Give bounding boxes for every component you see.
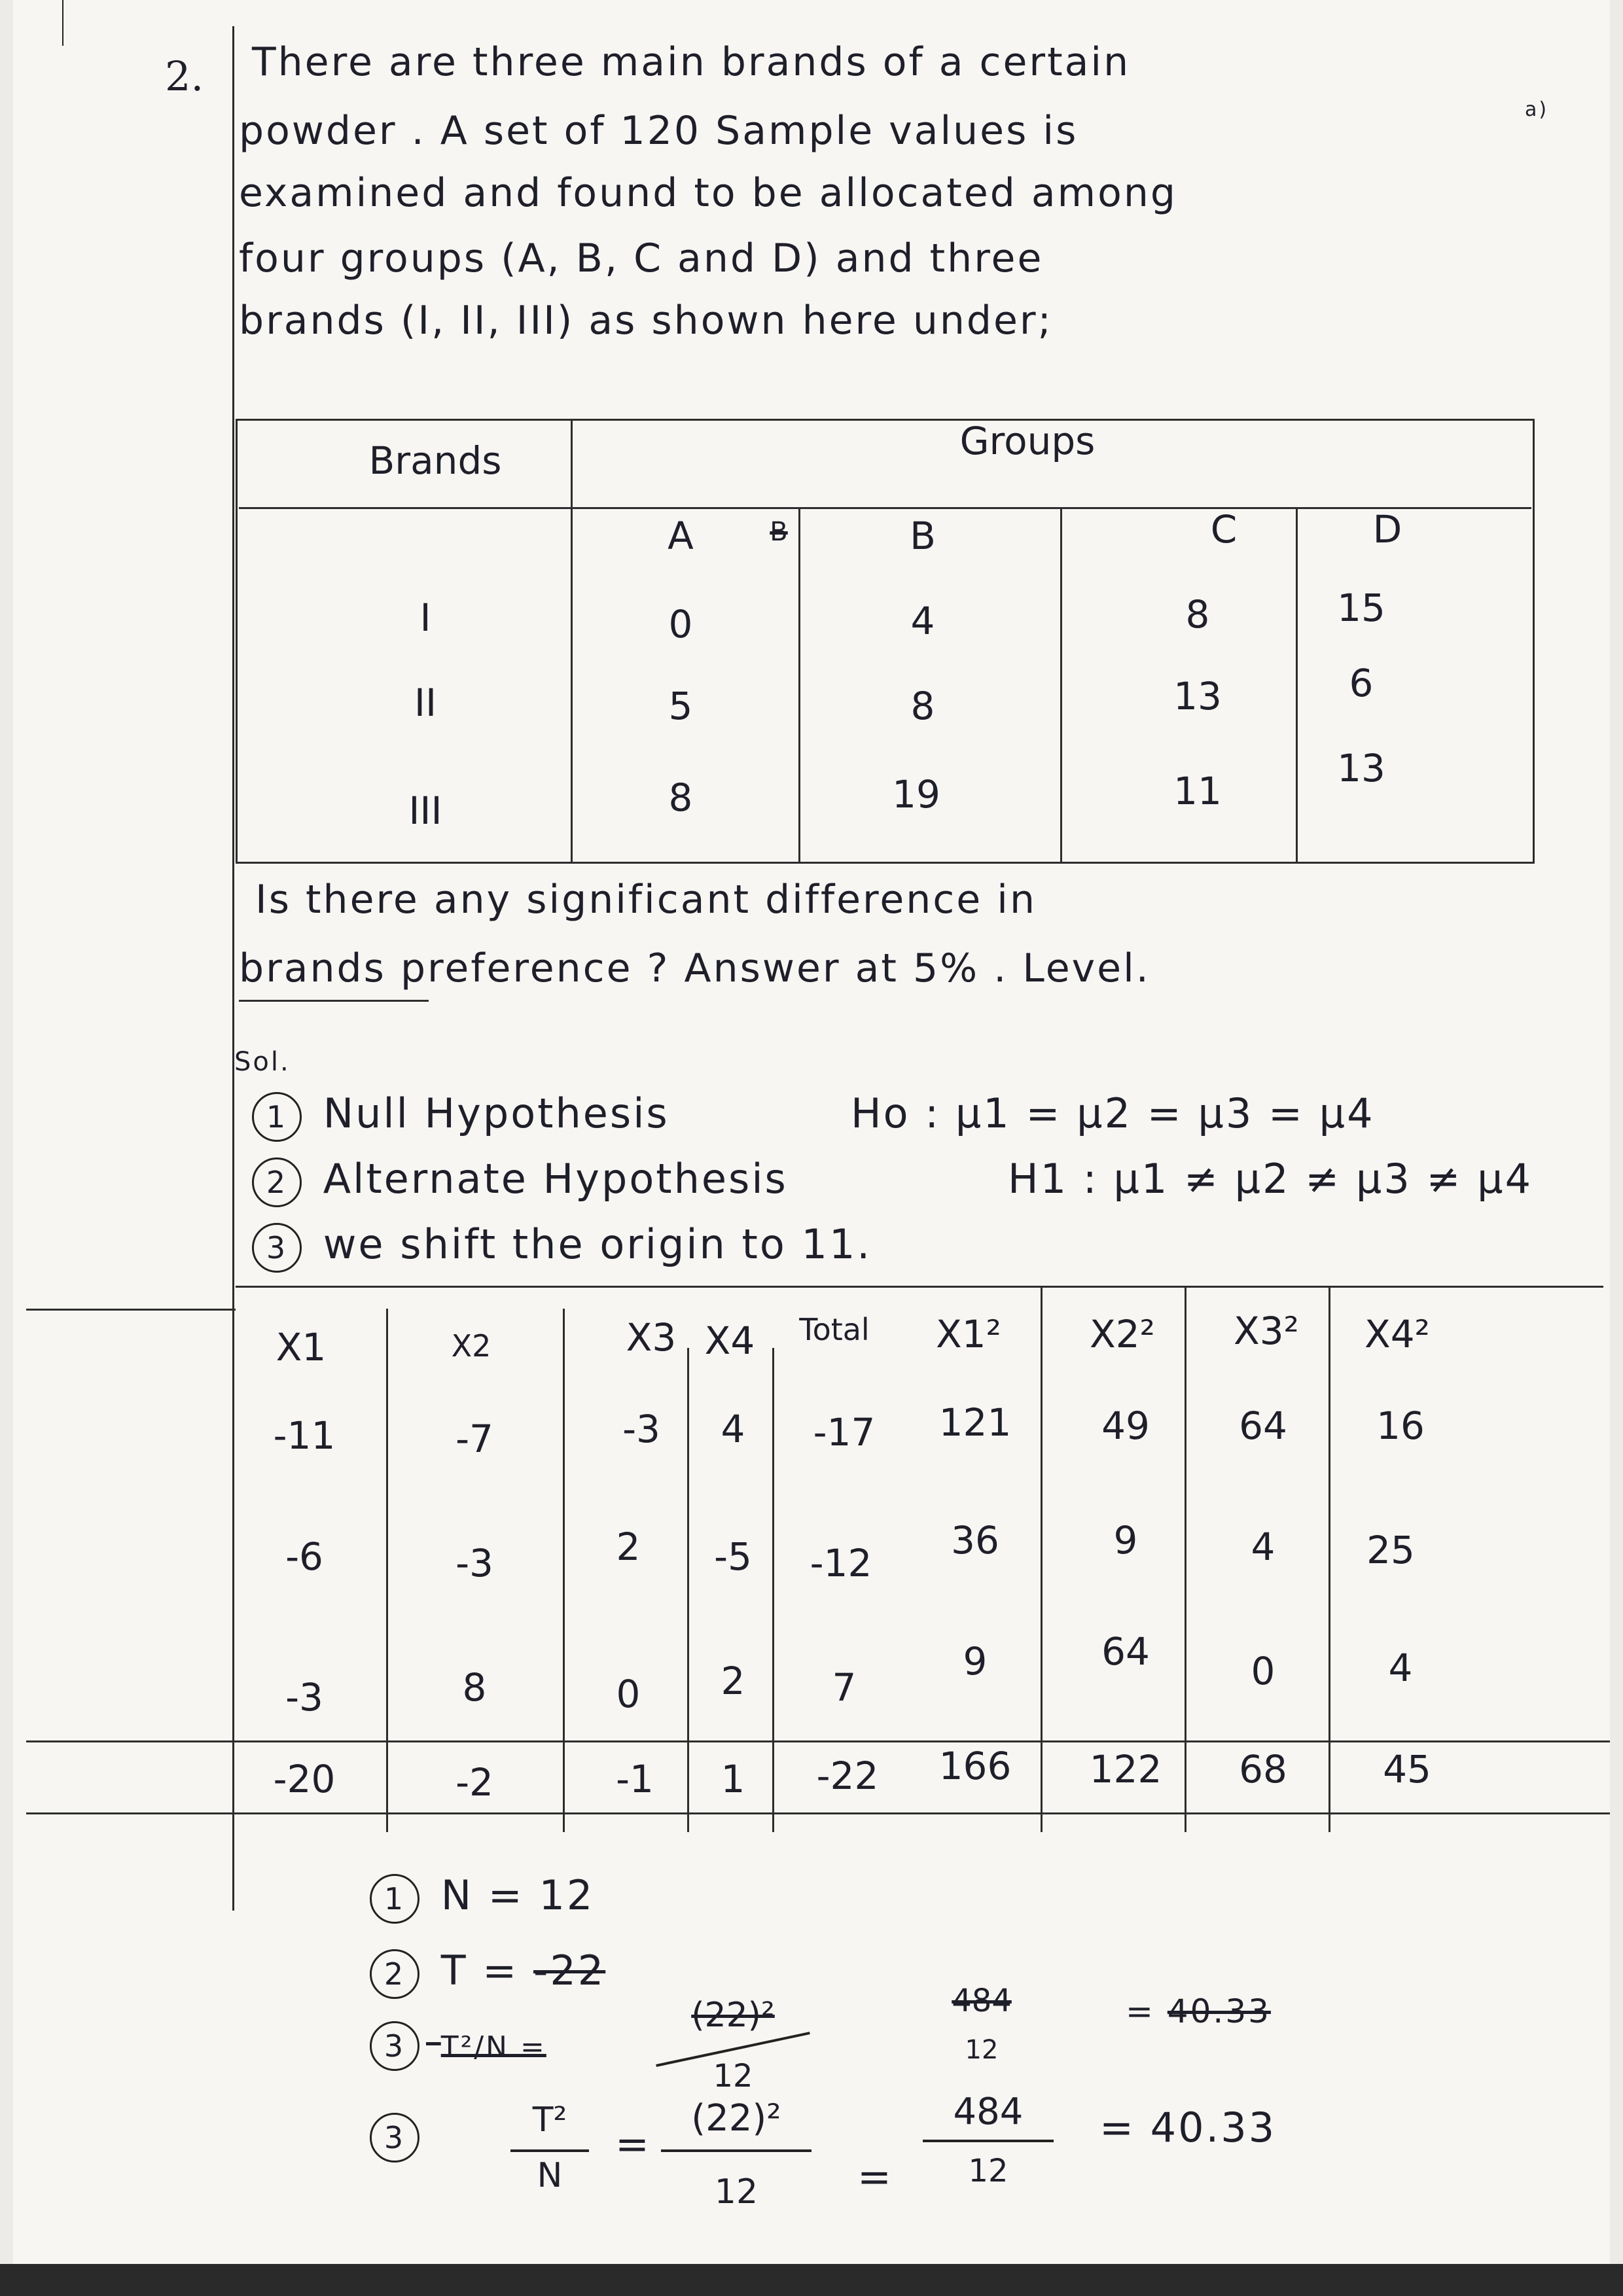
step-text: we shift the origin to 11. [323, 1220, 872, 1268]
question-tail-line-2: brands preference ? Answer at 5% . Level. [239, 945, 1150, 991]
final-mid-numerator: (22)² [691, 2097, 781, 2140]
table1-cell: 8 [910, 684, 935, 728]
step-number: 3 [252, 1223, 302, 1273]
question-line-1: There are three main brands of a certain [252, 39, 1131, 85]
table2-cell: 121 [938, 1400, 1012, 1445]
step-1 [252, 1089, 669, 1142]
table2-header: X4 [704, 1318, 755, 1363]
column-header-a: A [668, 514, 694, 558]
table2-cell: 9 [963, 1639, 988, 1684]
table2-cell: -3 [622, 1407, 660, 1451]
brand-label: I [419, 595, 431, 640]
final-mid-denominator: 12 [714, 2172, 758, 2212]
table2-divider [1041, 1286, 1043, 1832]
margin-mark: a) [1525, 98, 1549, 121]
table2-total: -22 [816, 1754, 879, 1798]
null-hypothesis-formula: Ho : μ1 = μ2 = μ3 = μ4 [851, 1089, 1375, 1137]
table1-cell: 8 [668, 775, 693, 820]
table2-cell: 49 [1101, 1404, 1150, 1448]
table2-total: -2 [455, 1760, 493, 1805]
table1-cell: 13 [1173, 674, 1222, 718]
table2-total: 45 [1383, 1747, 1431, 1792]
table2-header: X1² [936, 1312, 1001, 1356]
table1-cell: 5 [668, 684, 693, 728]
table1-cell: 13 [1337, 746, 1385, 790]
question-line-2: powder . A set of 120 Sample values is [239, 108, 1079, 154]
step-text: Alternate Hypothesis [323, 1155, 788, 1203]
final-lhs-numerator: T² [532, 2100, 567, 2140]
question-line-4: four groups (A, B, C and D) and three [239, 236, 1044, 281]
table2-header: X2 [451, 1328, 491, 1364]
struck-value: = 40.33 [1126, 1992, 1271, 2030]
step-2 [252, 1155, 788, 1207]
table2-cell: 64 [1239, 1404, 1287, 1448]
final-value: = 40.33 [1099, 2104, 1277, 2151]
step-number: 1 [370, 1874, 419, 1924]
table2-total: -1 [616, 1757, 654, 1801]
table2-cell: 4 [1388, 1646, 1413, 1690]
final-mid-bar [661, 2149, 812, 2152]
table2-cell: 9 [1113, 1518, 1138, 1563]
table2-cell: 2 [721, 1659, 745, 1703]
table2-header: X4² [1364, 1312, 1430, 1356]
table2-header: X2² [1090, 1312, 1155, 1356]
table1-cell: 8 [1185, 592, 1210, 637]
table1-col-divider [1060, 507, 1062, 864]
step-number: 2 [370, 1949, 419, 1999]
table2-cell: 36 [951, 1518, 999, 1563]
table2-cell: -11 [273, 1413, 336, 1458]
step-number: 1 [252, 1092, 302, 1142]
table2-cell: -5 [714, 1534, 752, 1579]
equals-sign: = [857, 2153, 893, 2200]
alternate-hypothesis-formula: H1 : μ1 ≠ μ2 ≠ μ3 ≠ μ4 [1008, 1155, 1533, 1203]
step-number: 3 [370, 2113, 419, 2163]
margin-line [232, 26, 234, 1911]
table1-cell: 0 [668, 602, 693, 646]
question-tail-line-1: Is there any significant difference in [255, 877, 1037, 923]
t-label: T = [440, 1947, 519, 1994]
equals-sign: = [615, 2120, 651, 2168]
struck-numerator: (22)² [691, 1996, 775, 2035]
table2-cell: 4 [721, 1407, 745, 1451]
table2-cell: 64 [1101, 1629, 1150, 1674]
notebook-page [13, 0, 1610, 2284]
brand-label: III [408, 788, 442, 833]
table2-divider [1185, 1286, 1186, 1832]
table2-cell: 8 [462, 1665, 487, 1710]
table2-cell: -12 [810, 1541, 872, 1585]
table2-top-rule [236, 1286, 1603, 1288]
table2-total: 166 [938, 1744, 1012, 1788]
table2-total: 122 [1089, 1747, 1162, 1792]
table2-cell: -3 [455, 1541, 493, 1585]
table2-cell: -3 [285, 1675, 323, 1720]
column-header-b: B [910, 514, 936, 558]
step-text: Null Hypothesis [323, 1089, 669, 1137]
underline [239, 1000, 429, 1002]
table1-cell: 19 [892, 772, 940, 817]
struck-result-numerator: 484 [952, 1983, 1012, 2019]
table1-cell: 11 [1173, 769, 1222, 813]
question-number: 2. [165, 52, 204, 100]
table2-cell: 25 [1366, 1528, 1415, 1572]
question-line-5: brands (I, II, III) as shown here under; [239, 298, 1053, 344]
table2-cell: -17 [813, 1410, 876, 1455]
table1-group-header: Groups [959, 419, 1096, 463]
table2-header: X3² [1234, 1309, 1299, 1353]
table2-total-rule [26, 1740, 1610, 1742]
table2-divider [687, 1348, 689, 1832]
table1-cell: 15 [1337, 586, 1385, 630]
final-rhs-bar [923, 2140, 1054, 2142]
table2-total: 68 [1239, 1747, 1287, 1792]
top-rule [62, 0, 63, 46]
brand-label: II [414, 680, 437, 725]
struck-lhs: T²/N = [440, 2030, 546, 2064]
table2-cell: 4 [1251, 1525, 1275, 1569]
table1-cell: 6 [1349, 661, 1374, 705]
table1-header-rule [239, 507, 1531, 509]
table2-cell: 7 [832, 1665, 857, 1710]
step-3 [252, 1220, 872, 1273]
stray-mark: B [770, 517, 788, 547]
table2-header: X3 [626, 1315, 677, 1360]
calc-t [370, 1947, 605, 1999]
table2-divider [772, 1348, 774, 1832]
table2-cell: -6 [285, 1534, 323, 1579]
table2-top-rule [26, 1309, 236, 1311]
table2-divider [1329, 1286, 1330, 1832]
solution-label: Sol. [234, 1047, 291, 1077]
table2-cell: -7 [455, 1417, 493, 1461]
table2-total: 1 [721, 1757, 745, 1801]
table1-cell: 4 [910, 599, 935, 643]
column-header-d: D [1372, 507, 1402, 552]
final-rhs-numerator: 484 [953, 2091, 1024, 2133]
table1-corner-header: Brands [368, 438, 502, 483]
table2-cell: 16 [1376, 1404, 1425, 1448]
table2-header: Total [799, 1312, 870, 1347]
table2-cell: 2 [616, 1525, 641, 1569]
final-rhs-denominator: 12 [968, 2153, 1008, 2189]
table1-col-divider [798, 507, 800, 864]
final-lhs-bar [510, 2149, 589, 2152]
t-struck-value: -22 [533, 1947, 606, 1994]
step-number: 2 [252, 1157, 302, 1207]
table2-bottom-rule [26, 1812, 1610, 1814]
page-edge-shadow [0, 2264, 1623, 2296]
table2-divider [386, 1309, 388, 1832]
calc-final [370, 2110, 426, 2163]
column-header-c: C [1210, 507, 1238, 552]
step-number: 3 [370, 2021, 419, 2071]
table2-header: X1 [276, 1325, 327, 1369]
struck-denominator: 12 [713, 2058, 753, 2094]
table2-divider [563, 1309, 565, 1832]
n-value: N = 12 [440, 1871, 595, 1919]
calc-n [370, 1871, 594, 1924]
table2-cell: 0 [1251, 1649, 1275, 1693]
question-line-3: examined and found to be allocated among [239, 170, 1177, 216]
table2-total: -20 [273, 1757, 336, 1801]
table1-divider [571, 419, 573, 864]
final-lhs-denominator: N [537, 2156, 563, 2195]
table1-col-divider [1296, 507, 1298, 864]
table2-cell: 0 [616, 1672, 641, 1716]
struck-calc [370, 2019, 546, 2071]
struck-result-denominator: 12 [965, 2035, 999, 2065]
